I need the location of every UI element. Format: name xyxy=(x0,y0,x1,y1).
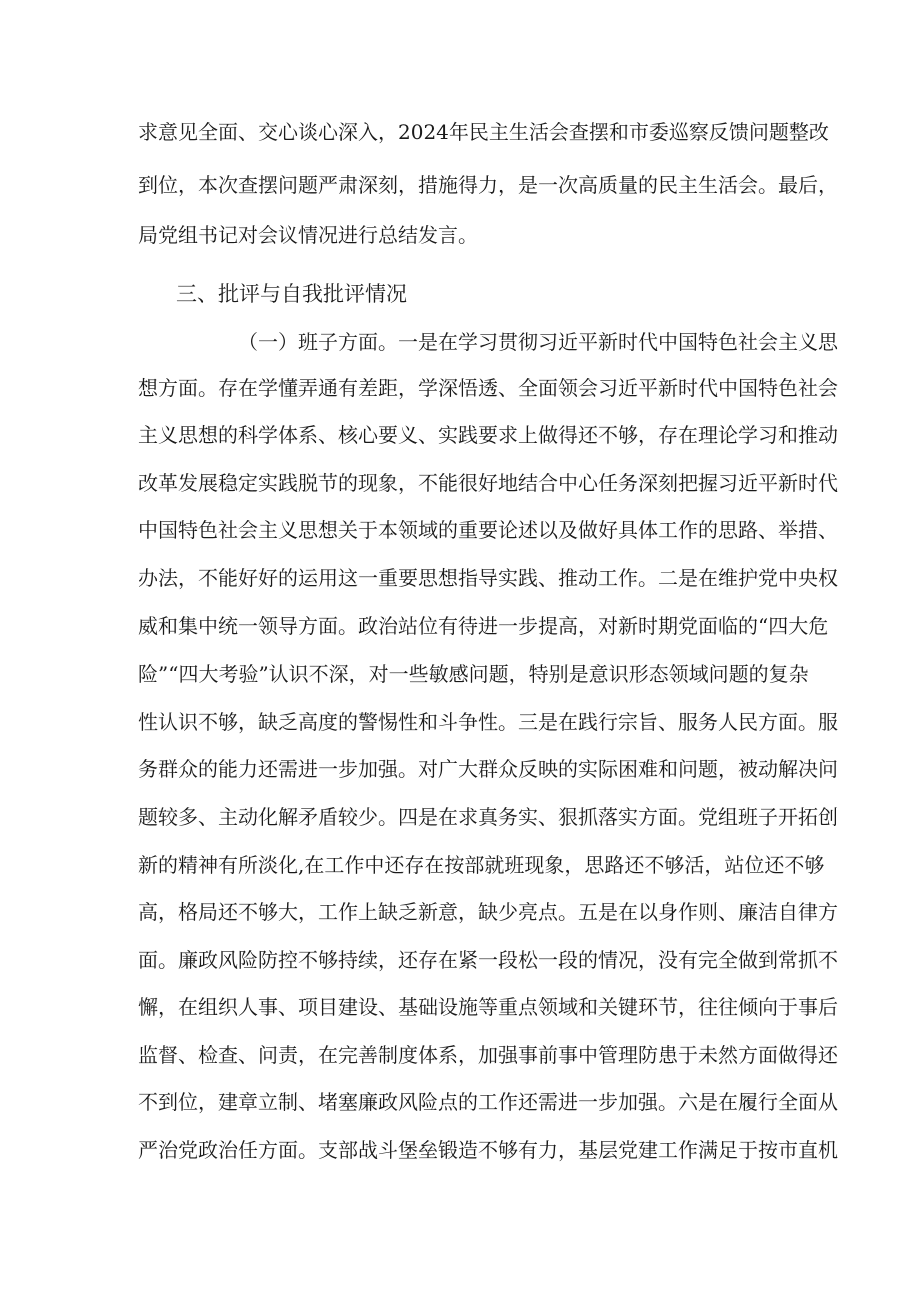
paragraph-1-line-2: 到位，本次查摆问题严肃深刻，措施得力，是一次高质量的民主生活会。最后， xyxy=(138,173,838,197)
paragraph-1-line-3: 局党组书记对会议情况进行总结发言。 xyxy=(138,223,478,247)
paragraph-2-line-1: （一）班子方面。一是在学习贯彻习近平新时代中国特色社会主义思 xyxy=(238,330,838,354)
paragraph-2-line-13: 高，格局还不够大，工作上缺乏新意，缺少亮点。五是在以身作则、廉洁自律方 xyxy=(138,900,838,924)
paragraph-2-line-17: 不到位，建章立制、堵塞廉政风险点的工作还需进一步加强。六是在履行全面从 xyxy=(138,1090,838,1114)
paragraph-2-line-2: 想方面。存在学懂弄通有差距，学深悟透、全面领会习近平新时代中国特色社会 xyxy=(138,376,838,400)
paragraph-2-line-16: 监督、检查、问责，在完善制度体系，加强事前事中管理防患于未然方面做得还 xyxy=(138,1043,838,1067)
paragraph-2-line-10: 务群众的能力还需进一步加强。对广大群众反映的实际困难和问题，被动解决问 xyxy=(138,757,838,781)
paragraph-2-line-18: 严治党政治任方面。支部战斗堡垒锻造不够有力，基层党建工作满足于按市直机 xyxy=(138,1138,838,1162)
paragraph-2-line-8: 险”“四大考验”认识不深，对一些敏感问题，特别是意识形态领域问题的复杂 xyxy=(138,662,809,686)
paragraph-2-line-3: 主义思想的科学体系、核心要义、实践要求上做得还不够，存在理论学习和推动 xyxy=(138,423,838,447)
paragraph-2-line-12: 新的精神有所淡化,在工作中还存在按部就班现象，思路还不够活，站位还不够 xyxy=(138,853,825,877)
paragraph-2-line-5: 中国特色社会主义思想关于本领域的重要论述以及做好具体工作的思路、举措、 xyxy=(138,518,838,542)
section-heading: 三、批评与自我批评情况 xyxy=(176,282,407,306)
paragraph-2-line-14: 面。廉政风险防控不够持续，还存在紧一段松一段的情况，没有完全做到常抓不 xyxy=(138,948,838,972)
paragraph-2-line-9: 性认识不够，缺乏高度的警惕性和斗争性。三是在践行宗旨、服务人民方面。服 xyxy=(138,710,838,734)
paragraph-2-line-6: 办法，不能好好的运用这一重要思想指导实践、推动工作。二是在维护党中央权 xyxy=(138,566,838,590)
paragraph-2-line-15: 懈，在组织人事、项目建设、基础设施等重点领域和关键环节，往往倾向于事后 xyxy=(138,995,838,1019)
paragraph-2-line-4: 改革发展稳定实践脱节的现象，不能很好地结合中心任务深刻把握习近平新时代 xyxy=(138,471,838,495)
paragraph-1-line-1: 求意见全面、交心谈心深入，2024年民主生活会查摆和市委巡察反馈问题整改 xyxy=(138,120,829,144)
paragraph-2-line-7: 威和集中统一领导方面。政治站位有待进一步提高，对新时期党面临的“四大危 xyxy=(138,614,829,638)
paragraph-2-line-11: 题较多、主动化解矛盾较少。四是在求真务实、狠抓落实方面。党组班子开拓创 xyxy=(138,805,838,829)
